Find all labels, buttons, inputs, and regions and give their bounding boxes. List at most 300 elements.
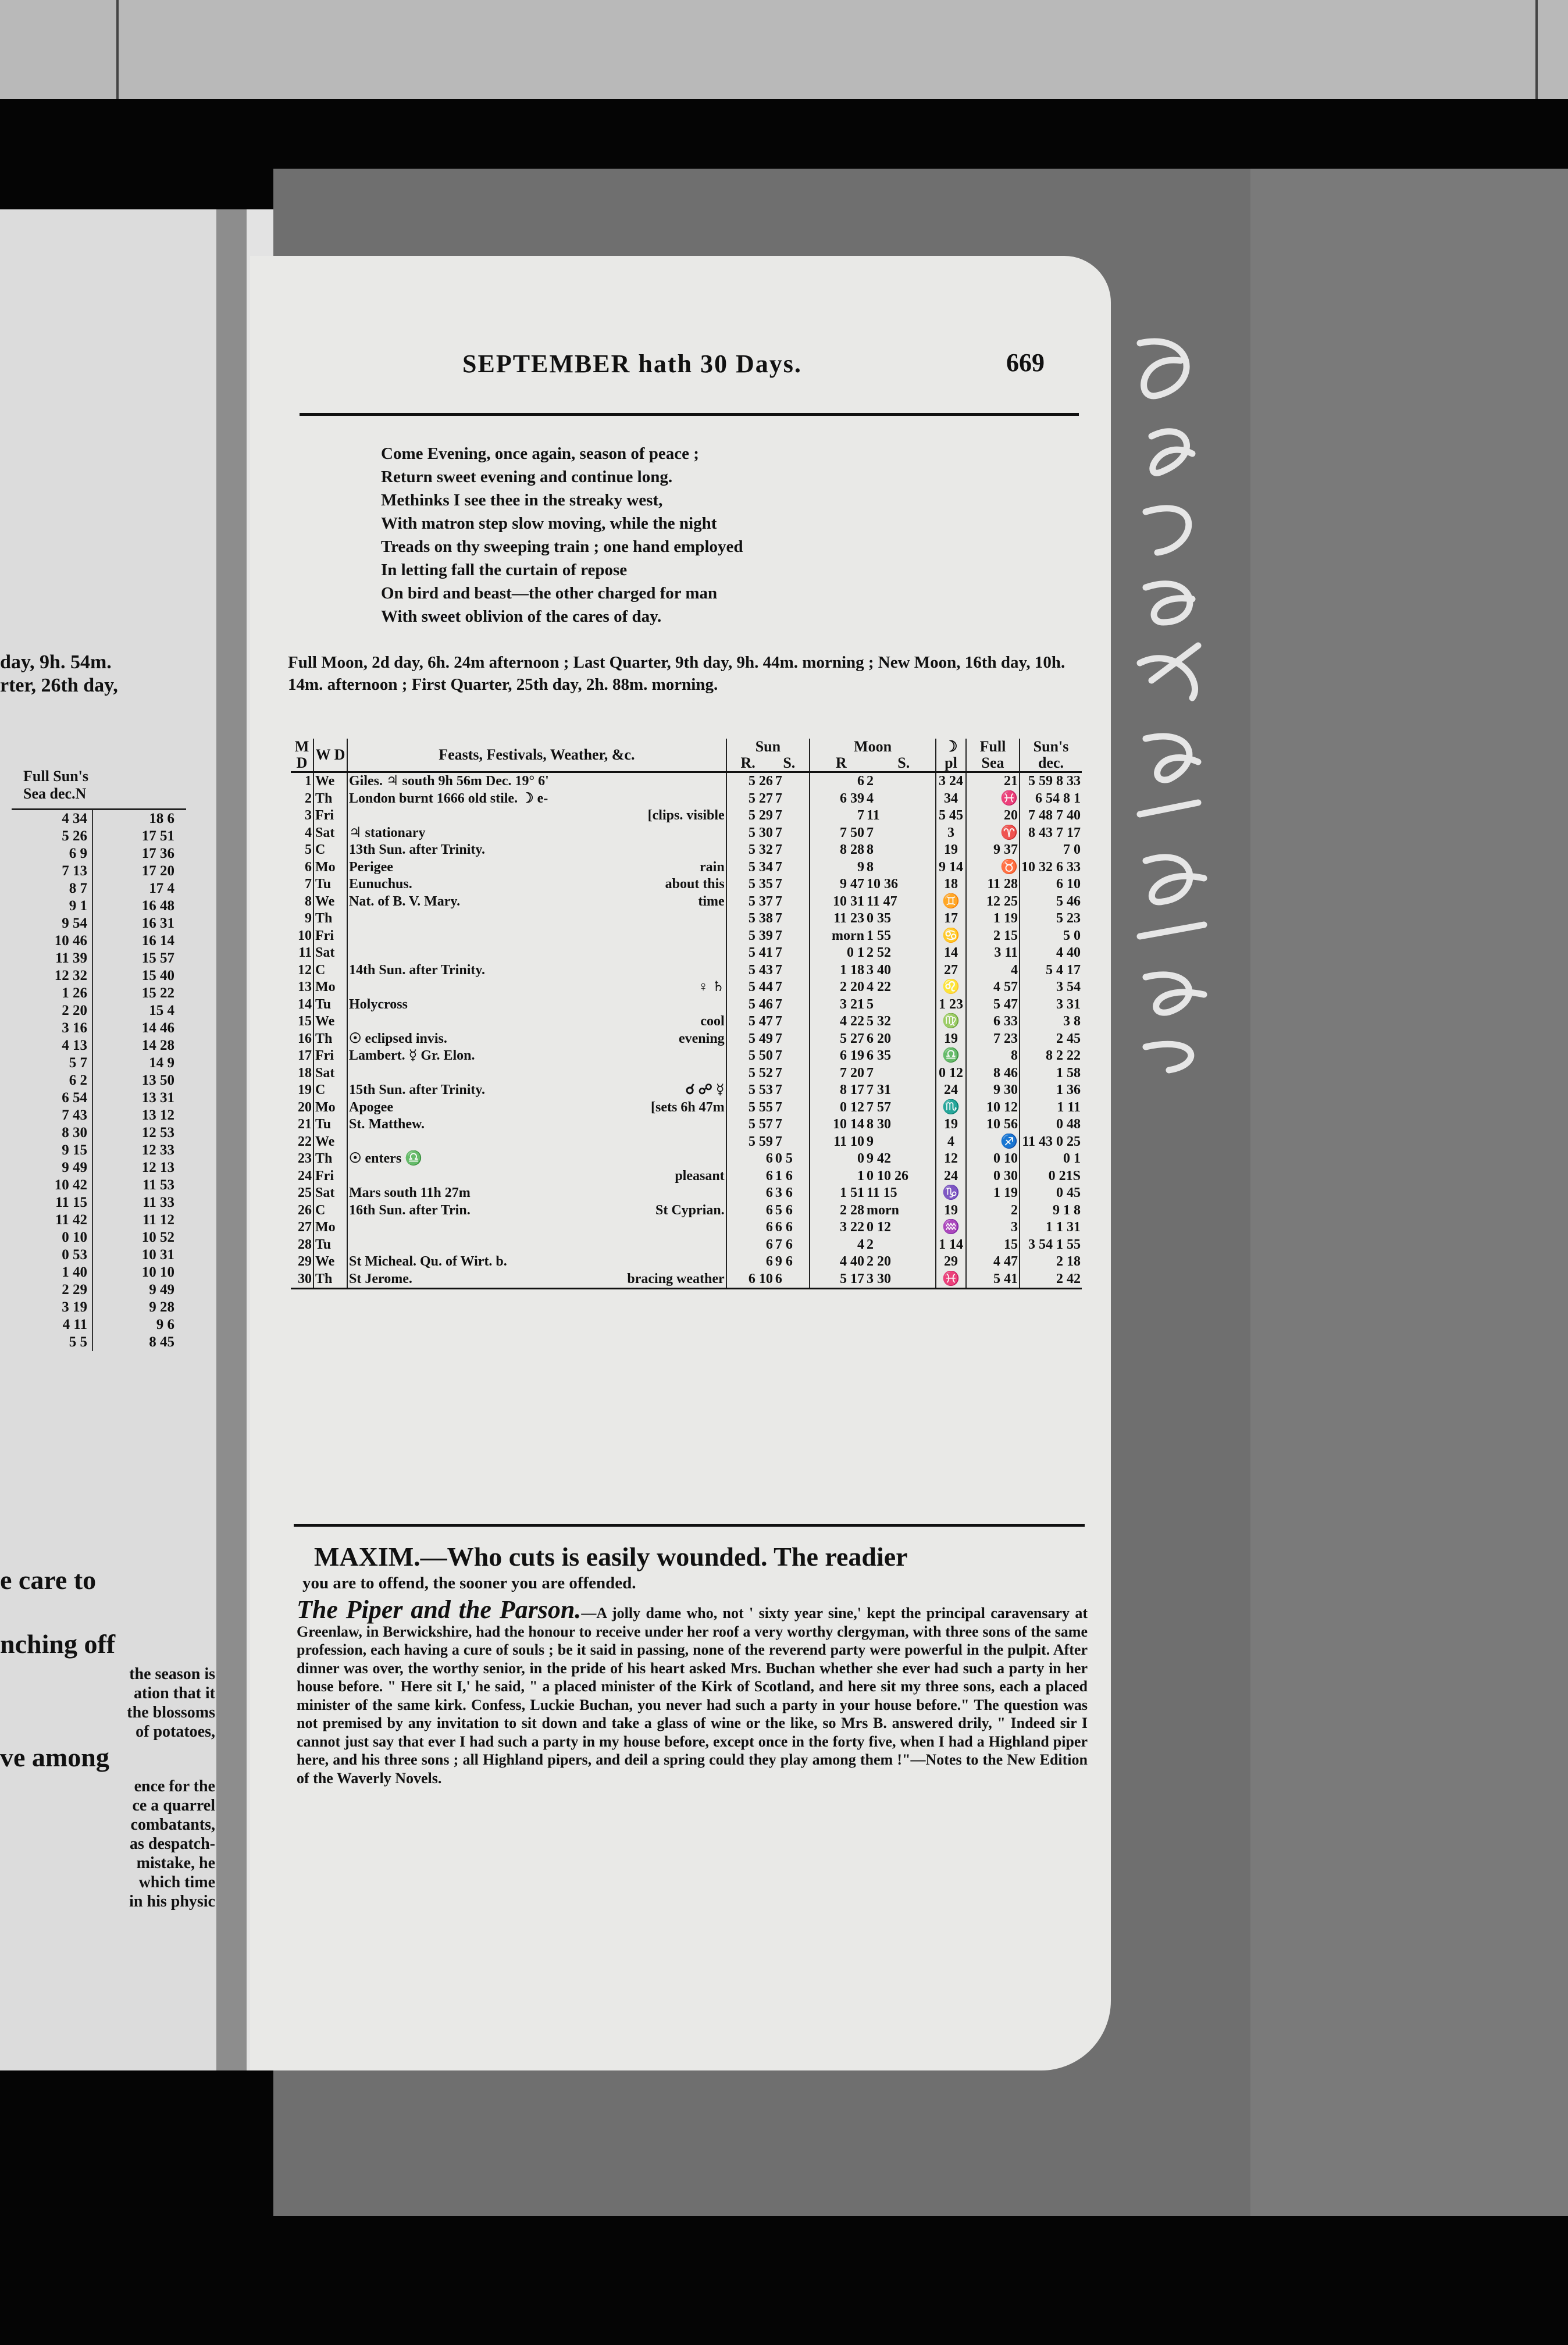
- table-row: [291, 1219, 1082, 1236]
- table-cell: 10 36: [865, 876, 936, 893]
- table-cell: Tu: [313, 996, 347, 1014]
- table-cell: 5 47: [748, 1014, 773, 1029]
- table-cell: Perigee: [349, 859, 393, 875]
- table-cell: 11: [291, 945, 313, 962]
- table-cell: 5 53: [748, 1082, 773, 1098]
- table-row: [291, 928, 1082, 945]
- left-table-cell: 0 53: [12, 1246, 93, 1264]
- table-cell: [347, 1013, 601, 1031]
- table-cell: 6: [765, 1202, 773, 1218]
- left-table-cell: 13 12: [141, 1107, 174, 1123]
- left-table-row: [12, 985, 186, 1002]
- table-cell: 7 0: [1063, 842, 1081, 858]
- table-cell: 24: [936, 1082, 966, 1099]
- table-cell: ♍: [936, 1013, 966, 1031]
- table-cell: 9 47: [839, 876, 864, 892]
- table-cell: 7: [774, 979, 810, 996]
- table-cell: 5 57: [748, 1117, 773, 1132]
- table-cell: [347, 1065, 601, 1082]
- strip-divider: [1535, 0, 1538, 99]
- table-row: [291, 1065, 1082, 1082]
- table-cell: 5 29: [748, 808, 773, 824]
- table-cell: 15th Sun. after Trinity.: [349, 1082, 486, 1098]
- left-table-cell: 13 50: [141, 1072, 174, 1088]
- page-number: 669: [1006, 348, 1045, 377]
- table-cell: 7: [774, 825, 810, 842]
- table-cell: morn: [831, 928, 864, 943]
- handwritten-date-annotation: [1105, 320, 1221, 1076]
- table-cell: 11 43 0 25: [1022, 1134, 1081, 1149]
- table-cell: 2 18: [1056, 1254, 1081, 1270]
- left-table-row: [12, 1211, 186, 1229]
- table-cell: 5 49: [748, 1031, 773, 1046]
- maxim-line2: you are to offend, the sooner you are offended.: [302, 1574, 636, 1592]
- table-cell: 10 14: [832, 1117, 864, 1132]
- left-table-cell: 9 54: [12, 915, 93, 932]
- poem-line: Treads on thy sweeping train ; one hand employed: [381, 537, 743, 556]
- table-row: [291, 859, 1082, 876]
- table-cell: 18: [936, 876, 966, 893]
- table-cell: [601, 962, 726, 979]
- table-row: [291, 1116, 1082, 1134]
- table-cell: 3 40: [865, 962, 936, 979]
- table-cell: 20: [966, 807, 1020, 825]
- left-small-block2: [0, 1777, 215, 1911]
- left-text-line: in his physic: [129, 1893, 215, 1911]
- header-moon-r: R: [835, 754, 847, 771]
- table-cell: 5: [291, 842, 313, 859]
- left-table-cell: 10 31: [141, 1247, 174, 1263]
- table-cell: 6 33: [966, 1013, 1020, 1031]
- table-cell: 2 52: [865, 945, 936, 962]
- table-cell: 10 56: [966, 1116, 1020, 1134]
- left-table-cell: 4 11: [12, 1316, 93, 1334]
- table-cell: 3: [936, 825, 966, 842]
- header-sun-label: Sun: [755, 738, 781, 755]
- table-cell: 2 28: [839, 1202, 864, 1218]
- table-cell: 8 2 22: [1046, 1048, 1081, 1064]
- table-cell: 9: [291, 910, 313, 928]
- table-cell: Mo: [313, 979, 347, 996]
- table-cell: 0 12: [839, 1099, 864, 1115]
- table-cell: [601, 1047, 726, 1065]
- table-cell: 2 15: [966, 928, 1020, 945]
- table-cell: 7 48 7 40: [1028, 808, 1081, 824]
- left-table-row: [12, 1037, 186, 1054]
- table-cell: 7: [865, 825, 936, 842]
- left-table-cell: 1 26: [12, 985, 93, 1002]
- left-table-cell: 5 7: [12, 1054, 93, 1072]
- table-cell: 5 55: [748, 1099, 773, 1115]
- table-row: [291, 1031, 1082, 1048]
- left-table-cell: 14 46: [141, 1020, 174, 1036]
- table-cell: 4 22: [839, 1014, 864, 1029]
- table-cell: 0 30: [966, 1168, 1020, 1185]
- left-table-cell: 12 13: [141, 1160, 174, 1175]
- table-cell: 6 54 8 1: [1035, 790, 1081, 806]
- table-cell: 6: [857, 774, 864, 789]
- table-row: [291, 945, 1082, 962]
- table-cell: Sat: [313, 1065, 347, 1082]
- left-table-row: [12, 1054, 186, 1072]
- table-cell: 6 20: [865, 1031, 936, 1048]
- table-cell: 10 31: [832, 893, 864, 909]
- table-cell: 7: [774, 928, 810, 945]
- table-cell: 4: [291, 825, 313, 842]
- table-cell: 7 23: [966, 1031, 1020, 1048]
- table-cell: 19: [291, 1082, 313, 1099]
- table-cell: [601, 1236, 726, 1254]
- table-cell: 7 6: [774, 1236, 810, 1254]
- table-cell: 8: [865, 859, 936, 876]
- table-cell: 2 45: [1056, 1031, 1081, 1046]
- table-cell: 14: [291, 996, 313, 1014]
- header-moon-s: S.: [897, 754, 910, 771]
- table-cell: 5 45: [936, 807, 966, 825]
- table-row: [291, 1271, 1082, 1289]
- table-cell: 3 24: [936, 772, 966, 790]
- table-cell: 7: [774, 962, 810, 979]
- table-cell: Tu: [313, 876, 347, 893]
- top-film-strip: [0, 0, 1568, 99]
- table-cell: 7 20: [839, 1065, 864, 1081]
- left-table-cell: 11 12: [142, 1212, 174, 1228]
- table-cell: 2 20: [839, 979, 864, 995]
- left-text-c: ve among: [0, 1742, 109, 1772]
- table-cell: [601, 1150, 726, 1168]
- table-cell: 5 27: [748, 790, 773, 806]
- left-table-row: [12, 1316, 186, 1334]
- table-cell: 22: [291, 1134, 313, 1151]
- table-row: [291, 1168, 1082, 1185]
- table-cell: [347, 1236, 601, 1254]
- left-table-cell: 5 26: [12, 828, 93, 845]
- left-table-cell: 8 45: [149, 1334, 174, 1350]
- table-cell: St Cyprian.: [601, 1202, 726, 1220]
- table-cell: 6 10: [1056, 876, 1081, 892]
- table-cell: 1: [857, 1168, 864, 1184]
- left-table-cell: 10 46: [12, 932, 93, 950]
- table-cell: ♊: [936, 893, 966, 911]
- table-cell: 14: [936, 945, 966, 962]
- table-cell: We: [313, 1253, 347, 1271]
- table-cell: Lambert. ☿ Gr. Elon.: [349, 1048, 475, 1064]
- header-sun-r: R.: [740, 754, 756, 771]
- left-table-row: [12, 897, 186, 915]
- table-cell: 17: [936, 910, 966, 928]
- table-cell: Giles. ♃ south 9h 56m Dec. 19° 6': [349, 774, 549, 789]
- table-cell: 15: [291, 1013, 313, 1031]
- table-cell: 6: [774, 1271, 810, 1289]
- left-table-cell: 6 9: [12, 845, 93, 863]
- table-cell: 3 11: [966, 945, 1020, 962]
- table-cell: [347, 1219, 601, 1236]
- table-cell: 2: [966, 1202, 1020, 1220]
- table-row: [291, 1047, 1082, 1065]
- table-cell: 3: [291, 807, 313, 825]
- left-table-cell: 10 10: [141, 1264, 174, 1280]
- table-cell: 24: [291, 1168, 313, 1185]
- anecdote-text: —A jolly dame who, not ' sixty year sine,' kept the principal caravensary at Greenlaw, in Berwickshire, had the honour to receive under her roof a very worthy clergyman, with three sons of the same profession, each having a cure of souls ; be it said in passing, none of the reverend party were powerful in the pulpit. After dinner was over, the worthy senior, in the pride of his heart asked Mrs. Buchan whether she ever had such a party in her house before. " Here sit I,' he said, " a placed minister of the Kirk of Scotland, and here sit my three sons, each a placed minister of the same kirk. Confess, Luckie Buchan, you never had such a party in your house before." The question was not premised by any invitation to sit down and take a glass of wine or the like, so Mrs B. answered drily, " Indeed sir I cannot just say that ever I had such a party in my house before, except once in the forty five, when I had a Highland piper here, and his three sons ; all Highland pipers, and deil a spring could they play among them !"—Notes to the New Edition of the Waverly Novels.: [297, 1605, 1088, 1787]
- table-cell: [601, 945, 726, 962]
- table-cell: 7 31: [865, 1082, 936, 1099]
- table-cell: 9: [865, 1134, 936, 1151]
- table-cell: 6: [765, 1151, 773, 1167]
- anecdote-title: The Piper and the Parson.: [297, 1595, 582, 1624]
- table-cell: cool: [601, 1013, 726, 1031]
- table-cell: ♃ stationary: [349, 825, 426, 840]
- table-cell: 21: [966, 772, 1020, 790]
- table-cell: 13: [291, 979, 313, 996]
- table-cell: 0 5: [774, 1150, 810, 1168]
- table-cell: 9 30: [966, 1082, 1020, 1099]
- table-cell: St Micheal. Qu. of Wirt. b.: [349, 1254, 507, 1270]
- table-cell: Holycross: [349, 996, 408, 1012]
- table-cell: 1: [291, 772, 313, 790]
- table-row: [291, 893, 1082, 911]
- table-cell: about this: [601, 876, 726, 893]
- strip-divider: [116, 0, 119, 99]
- left-table-cell: 11 39: [12, 950, 93, 967]
- header-moon: [810, 739, 936, 772]
- poem-line: Return sweet evening and continue long.: [381, 468, 673, 486]
- table-cell: 6 6: [774, 1219, 810, 1236]
- left-table-cell: 10 52: [141, 1229, 174, 1245]
- almanac-table: [291, 739, 1082, 1289]
- table-cell: bracing weather: [601, 1271, 726, 1289]
- table-cell: C: [313, 962, 347, 979]
- table-row: [291, 1082, 1082, 1099]
- table-cell: Th: [313, 910, 347, 928]
- table-cell: 8: [865, 842, 936, 859]
- table-cell: 1 51: [839, 1185, 864, 1201]
- table-cell: 5 4 17: [1046, 962, 1081, 978]
- table-cell: ♑: [936, 1185, 966, 1202]
- table-cell: Sat: [313, 1185, 347, 1202]
- table-cell: 13th Sun. after Trinity.: [349, 842, 486, 858]
- table-cell: 10: [291, 928, 313, 945]
- left-table-cell: 8 7: [12, 880, 93, 897]
- table-cell: 7: [774, 1065, 810, 1082]
- table-cell: ♓: [936, 1271, 966, 1289]
- table-cell: ♌: [936, 979, 966, 996]
- left-table-row: [12, 1107, 186, 1124]
- left-text-line: of potatoes,: [136, 1723, 215, 1741]
- table-cell: [601, 1253, 726, 1271]
- left-table: [12, 808, 186, 1351]
- table-cell: 2 20: [865, 1253, 936, 1271]
- table-cell: 0 45: [1056, 1185, 1081, 1201]
- table-cell: [347, 910, 601, 928]
- table-cell: ♎: [936, 1047, 966, 1065]
- backing-board-right: [1250, 169, 1568, 2216]
- table-cell: C: [313, 842, 347, 859]
- table-row: [291, 910, 1082, 928]
- table-cell: 0 35: [865, 910, 936, 928]
- left-text-b: nching off: [0, 1629, 116, 1659]
- table-cell: ♋: [936, 928, 966, 945]
- table-cell: 5: [865, 996, 936, 1014]
- table-cell: 0 21S: [1048, 1168, 1081, 1184]
- table-cell: 0 48: [1056, 1117, 1081, 1132]
- left-frag-line2: rter, 26th day,: [0, 675, 118, 696]
- table-cell: [601, 910, 726, 928]
- table-cell: 24: [936, 1168, 966, 1185]
- table-cell: [347, 807, 601, 825]
- table-cell: Sat: [313, 945, 347, 962]
- left-table-cell: 6 2: [12, 1072, 93, 1089]
- table-cell: 1 6: [774, 1168, 810, 1185]
- table-cell: Th: [313, 1150, 347, 1168]
- book-spine: [216, 209, 247, 2070]
- table-cell: 11: [865, 807, 936, 825]
- left-table-cell: 4 34: [12, 810, 93, 828]
- left-table-row: [12, 1281, 186, 1299]
- table-cell: 6: [765, 1185, 773, 1201]
- table-cell: [347, 1168, 601, 1185]
- table-cell: 6 39: [839, 790, 864, 806]
- table-cell: 11 15: [865, 1185, 936, 1202]
- table-cell: ♉: [966, 859, 1020, 876]
- table-cell: 12: [291, 962, 313, 979]
- table-cell: 20: [291, 1099, 313, 1117]
- table-cell: 0 1: [1063, 1151, 1081, 1167]
- left-table-cell: 1 40: [12, 1264, 93, 1281]
- table-cell: 7: [774, 1099, 810, 1117]
- left-table-cell: 2 29: [12, 1281, 93, 1299]
- left-table-cell: 7 13: [12, 863, 93, 880]
- table-row: [291, 1185, 1082, 1202]
- left-table-cell: 15 57: [141, 950, 174, 966]
- left-table-row: [12, 1142, 186, 1159]
- table-cell: 1 14: [936, 1236, 966, 1254]
- left-table-cell: 16 31: [141, 915, 174, 931]
- table-cell: 8 28: [839, 842, 864, 858]
- maxim-line1: MAXIM.—Who cuts is easily wounded. The readier: [314, 1542, 908, 1571]
- table-row: [291, 1134, 1082, 1151]
- table-cell: Fri: [313, 1047, 347, 1065]
- left-table-cell: 17 4: [149, 881, 174, 896]
- table-cell: [601, 1185, 726, 1202]
- table-cell: 4: [857, 1236, 864, 1252]
- left-table-cell: 11 33: [142, 1195, 174, 1210]
- table-cell: St Jerome.: [347, 1271, 601, 1289]
- table-cell: 0: [857, 1151, 864, 1167]
- table-cell: [sets 6h 47m: [601, 1099, 726, 1117]
- poem-line: Methinks I see thee in the streaky west,: [381, 491, 663, 509]
- table-cell: 27: [291, 1219, 313, 1236]
- table-cell: 5 37: [748, 893, 773, 909]
- header-sun: [726, 739, 810, 772]
- table-cell: 5 41: [748, 945, 773, 961]
- table-cell: Th: [313, 790, 347, 808]
- table-cell: Mo: [313, 1099, 347, 1117]
- table-cell: 30: [291, 1271, 313, 1289]
- table-cell: 7: [865, 1065, 936, 1082]
- page-title: SEPTEMBER hath 30 Days.: [462, 350, 802, 378]
- table-cell: 4 47: [966, 1253, 1020, 1271]
- table-cell: 9 42: [865, 1150, 936, 1168]
- table-row: [291, 1150, 1082, 1168]
- poem-line: In letting fall the curtain of repose: [381, 561, 628, 579]
- table-cell: [601, 1065, 726, 1082]
- left-text-line: ence for the: [134, 1777, 215, 1795]
- table-row: [291, 842, 1082, 859]
- table-cell: Th: [313, 1031, 347, 1048]
- table-cell: ☌ ☍ ☿: [601, 1082, 726, 1099]
- table-cell: 1 19: [966, 1185, 1020, 1202]
- left-table-row: [12, 967, 186, 985]
- table-cell: 29: [936, 1253, 966, 1271]
- table-cell: 6 19: [839, 1048, 864, 1064]
- table-cell: 4: [865, 790, 936, 808]
- left-table-cell: 9 49: [12, 1159, 93, 1177]
- table-cell: [601, 825, 726, 842]
- table-cell: St. Matthew.: [349, 1117, 425, 1132]
- left-text-line: mistake, he: [136, 1854, 215, 1872]
- left-frag-line1: day, 9h. 54m.: [0, 651, 112, 673]
- table-cell: 17: [291, 1047, 313, 1065]
- table-cell: 28: [291, 1236, 313, 1254]
- table-cell: 7: [774, 1013, 810, 1031]
- table-cell: 7: [774, 790, 810, 808]
- left-table-cell: 6 54: [12, 1089, 93, 1107]
- table-cell: 5 52: [748, 1065, 773, 1081]
- table-cell: 15: [966, 1236, 1020, 1254]
- table-cell: 2 42: [1020, 1271, 1082, 1289]
- table-cell: 5 34: [748, 859, 773, 875]
- poem-line: On bird and beast—the other charged for man: [381, 584, 718, 603]
- table-cell: 12: [936, 1150, 966, 1168]
- table-cell: [601, 1116, 726, 1134]
- table-cell: 11 10: [833, 1134, 864, 1149]
- table-cell: 5 32: [748, 842, 773, 858]
- table-cell: 5 0: [1063, 928, 1081, 943]
- table-cell: 7: [774, 996, 810, 1014]
- table-cell: 10 32 6 33: [1021, 859, 1081, 875]
- table-cell: 8: [291, 893, 313, 911]
- table-cell: We: [313, 1134, 347, 1151]
- table-cell: 1 55: [865, 928, 936, 945]
- table-cell: 16th Sun. after Trin.: [349, 1202, 471, 1218]
- table-cell: 3 54: [1056, 979, 1081, 995]
- table-cell: 1 58: [1056, 1065, 1081, 1081]
- poem-line: With matron step slow moving, while the night: [381, 514, 717, 533]
- left-table-cell: 9 28: [149, 1299, 174, 1315]
- left-table-cell: 11 42: [12, 1211, 93, 1229]
- table-cell: 7: [857, 808, 864, 824]
- table-cell: 3: [966, 1219, 1020, 1236]
- left-table-cell: 7 43: [12, 1107, 93, 1124]
- table-cell: 2: [291, 790, 313, 808]
- left-table-cell: 10 42: [12, 1177, 93, 1194]
- left-table-cell: 9 49: [149, 1282, 174, 1298]
- poem-line: Come Evening, once again, season of peace ;: [381, 444, 699, 463]
- table-cell: C: [313, 1082, 347, 1099]
- table-cell: [601, 790, 726, 808]
- table-cell: We: [313, 1013, 347, 1031]
- table-cell: 5 43: [748, 962, 773, 978]
- table-cell: Th: [313, 1271, 347, 1289]
- table-cell: ♀ ♄: [601, 979, 726, 996]
- left-table-row: [12, 1072, 186, 1089]
- left-table-cell: 15 4: [149, 1003, 174, 1018]
- table-cell: ♓: [966, 790, 1020, 808]
- table-cell: 7: [774, 1047, 810, 1065]
- table-row: [291, 772, 1082, 790]
- table-cell: [347, 928, 601, 945]
- table-cell: 7: [774, 1116, 810, 1134]
